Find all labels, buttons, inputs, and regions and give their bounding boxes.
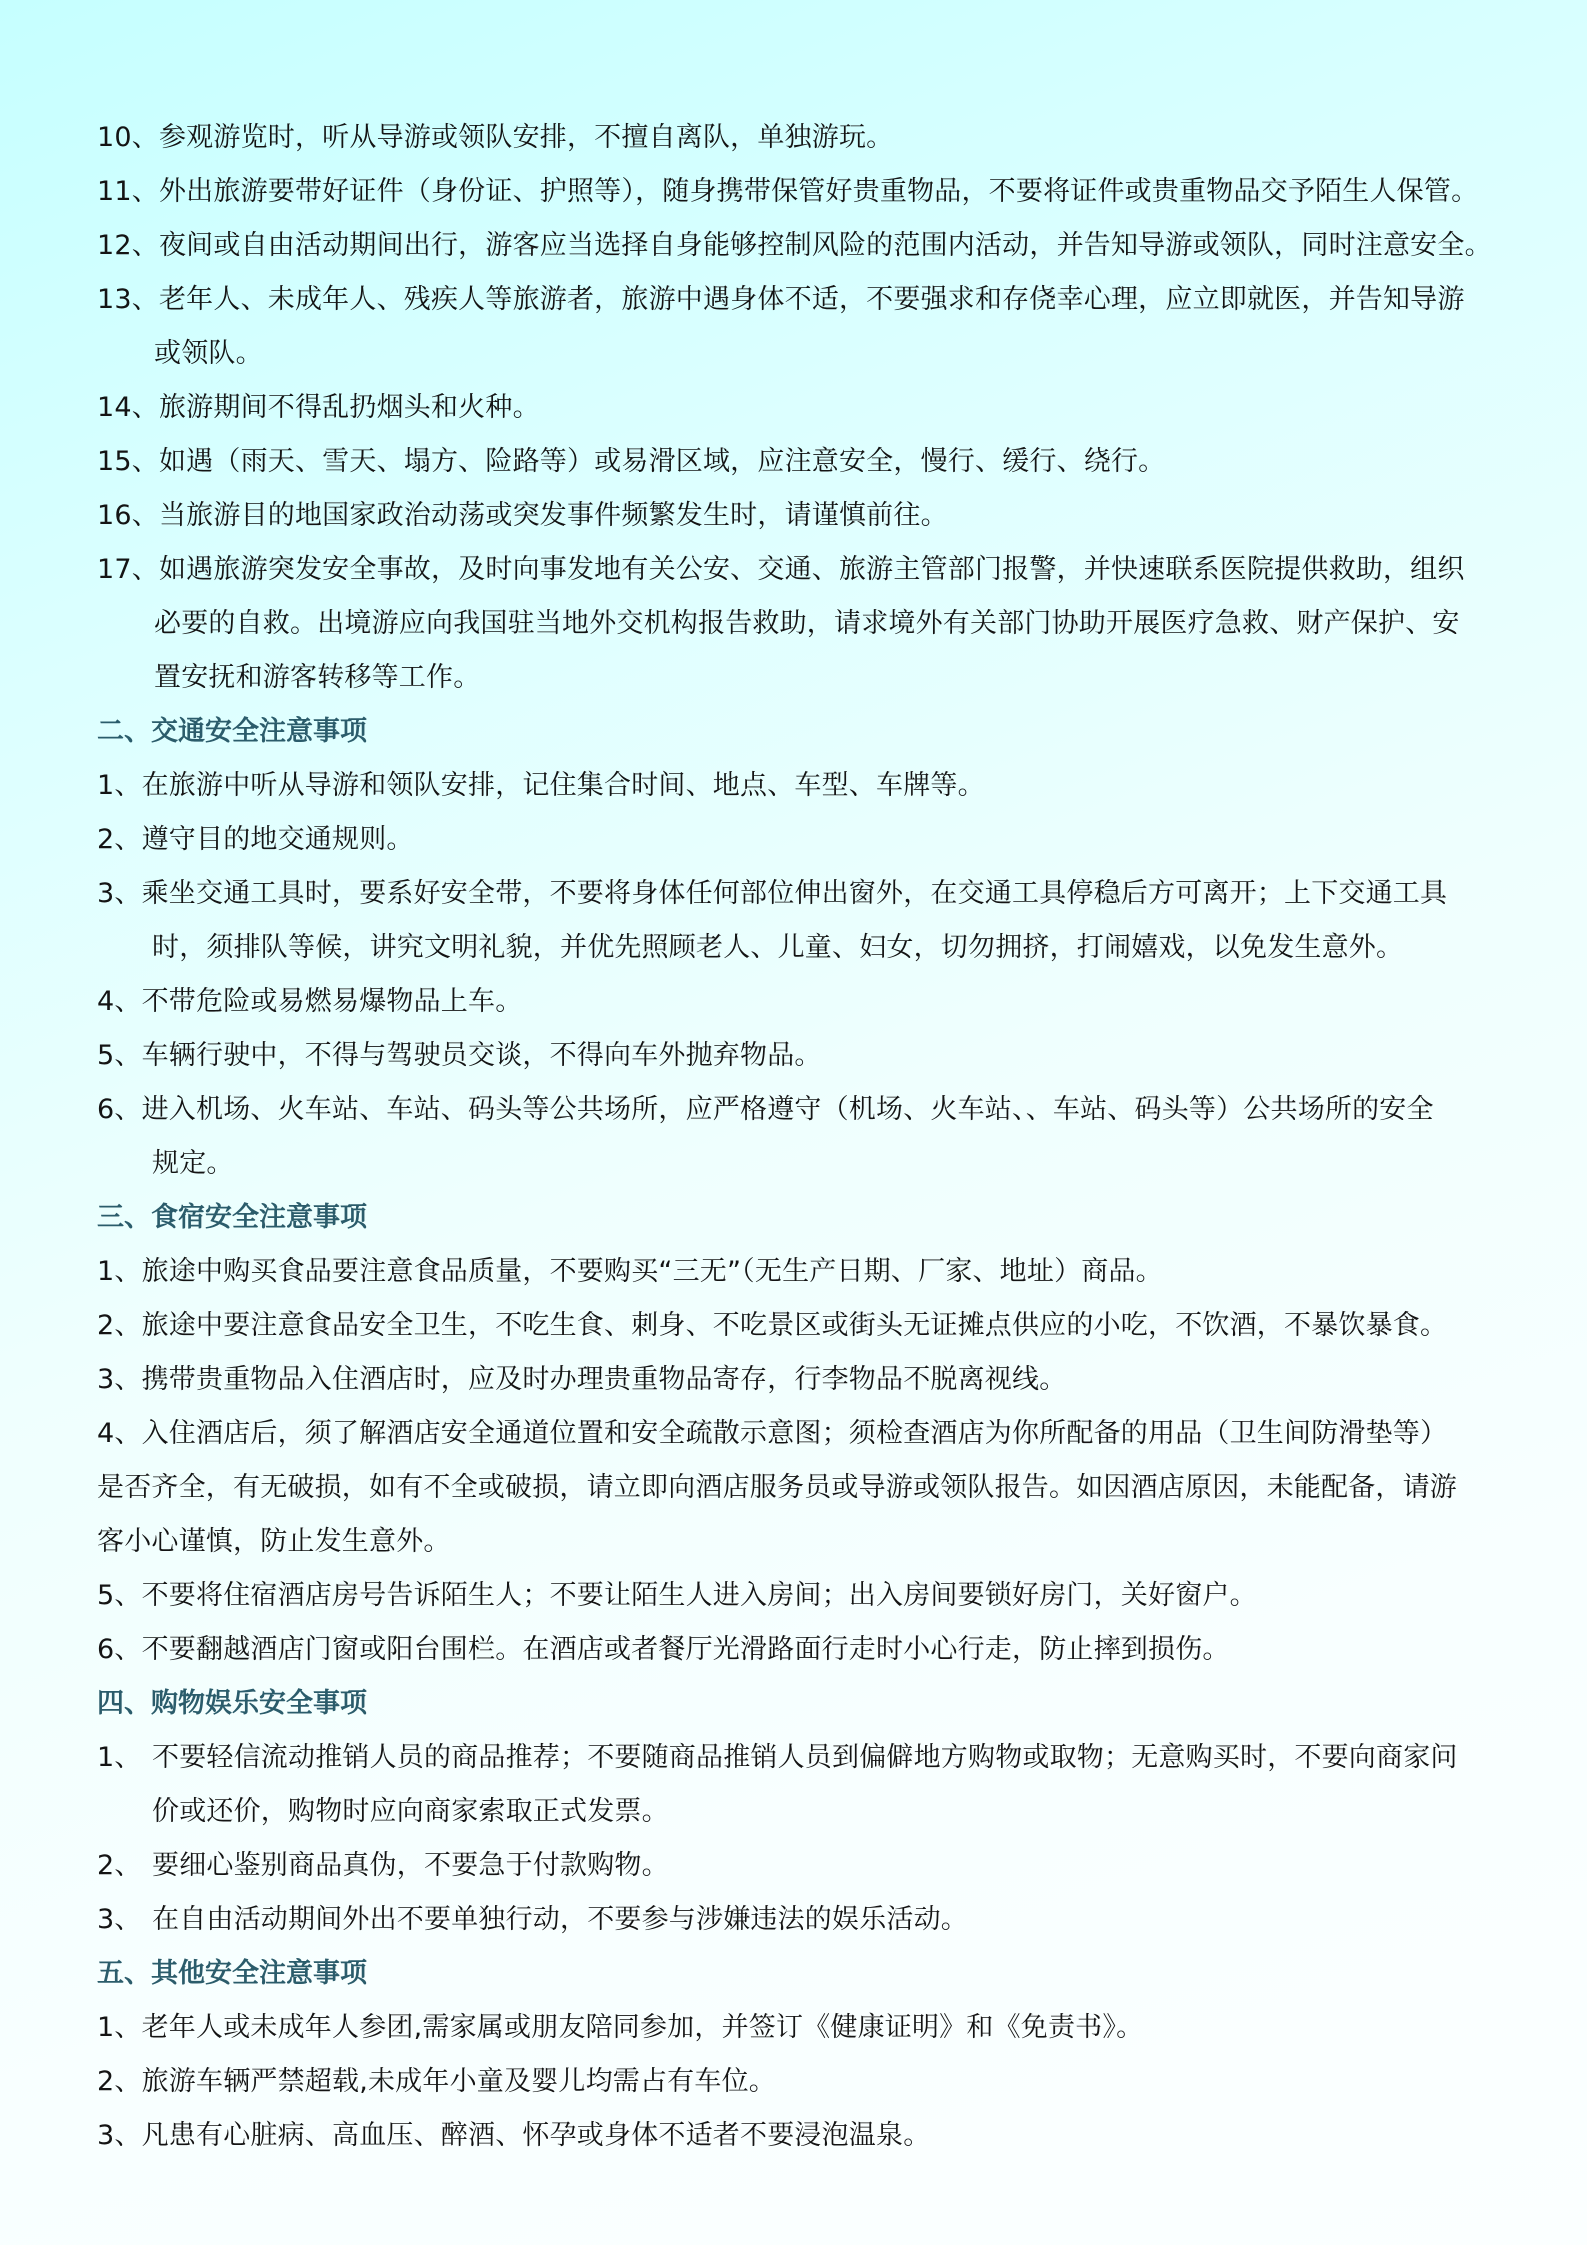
item-number: 6、: [97, 1634, 142, 1665]
item-text: 在自由活动期间外出不要单独行动，不要参与涉嫌违法的娱乐活动。: [152, 1904, 968, 1935]
item-text: 旅途中购买食品要注意食品质量，不要购买“三无”（无生产日期、厂家、地址）商品。: [141, 1256, 1163, 1287]
list-item-2: [97, 813, 1497, 867]
item-number: 3、: [97, 878, 142, 909]
item-number: 2、: [97, 1310, 142, 1341]
list-item-5: [97, 1029, 1497, 1083]
section-heading: 五、其他安全注意事项: [97, 1958, 367, 1989]
item-number: 16、: [97, 500, 159, 531]
list-item-2: [97, 1299, 1497, 1353]
item-number: 5、: [97, 1040, 142, 1071]
item-text: 乘坐交通工具时，要系好安全带，不要将身体任何部位伸出窗外，在交通工具停稳后方可离开；上下交通工具: [141, 878, 1448, 909]
item-text: 旅游期间不得乱扔烟头和火种。: [158, 392, 540, 423]
list-item-1: [97, 1731, 1497, 1785]
item-number: 2、: [97, 824, 142, 855]
list-item-12: [97, 219, 1497, 273]
item-number: 17、: [97, 554, 159, 585]
list-item-17-continuation: 必要的自救。出境游应向我国驻当地外交机构报告救助，请求境外有关部门协助开展医疗急救、财产保护、安: [154, 608, 1460, 639]
item-text: 当旅游目的地国家政治动荡或突发事件频繁发生时，请谨慎前往。: [158, 500, 948, 531]
section-heading: 二、交通安全注意事项: [97, 716, 367, 747]
item-text: 入住酒店后，须了解酒店安全通道位置和安全疏散示意图；须检查酒店为你所配备的用品（卫生间防滑垫等）: [141, 1418, 1448, 1449]
item-number: 10、: [97, 122, 159, 153]
list-item-1: [97, 1245, 1497, 1299]
item-text: 旅途中要注意食品安全卫生，不吃生食、刺身、不吃景区或街头无证摊点供应的小吃，不饮酒，不暴饮暴食。: [141, 1310, 1448, 1341]
list-item-6-continuation: 规定。: [152, 1148, 234, 1179]
list-item-16: [97, 489, 1497, 543]
list-item-17-continuation: 置安抚和游客转移等工作。: [154, 662, 481, 693]
item-text: 遵守目的地交通规则。: [141, 824, 414, 855]
section-shopping-entertainment-safety: [97, 1677, 1497, 1947]
item-number: 1、: [97, 770, 142, 801]
item-text: 在旅游中听从导游和领队安排，记住集合时间、地点、车型、车牌等。: [141, 770, 985, 801]
section-food-lodging-safety: [97, 1191, 1497, 1677]
list-item-4: [97, 975, 1497, 1029]
list-item-3: [97, 867, 1497, 921]
list-item-13: [97, 273, 1497, 327]
item-text: 参观游览时，听从导游或领队安排，不擅自离队，单独游玩。: [158, 122, 894, 153]
item-text: 进入机场、火车站、车站、码头等公共场所，应严格遵守（机场、火车站、、车站、码头等）公共场所的安全: [141, 1094, 1434, 1125]
list-item-4-continuation: 客小心谨慎，防止发生意外。: [97, 1526, 451, 1557]
item-text: 外出旅游要带好证件（身份证、护照等），随身携带保管好贵重物品，不要将证件或贵重物品交予陌生人保管。: [158, 176, 1479, 207]
list-item-1-continuation: 价或还价，购物时应向商家索取正式发票。: [152, 1796, 669, 1827]
item-number: 3、: [97, 1904, 142, 1935]
list-item-13-continuation: 或领队。: [154, 338, 263, 369]
list-item-4-continuation: 是否齐全，有无破损，如有不全或破损，请立即向酒店服务员或导游或领队报告。如因酒店原因，未能配备，请游: [97, 1472, 1457, 1503]
item-text: 要细心鉴别商品真伪，不要急于付款购物。: [152, 1850, 669, 1881]
item-text: 凡患有心脏病、高血压、醉酒、怀孕或身体不适者不要浸泡温泉。: [141, 2120, 931, 2151]
item-number: 2、: [97, 1850, 142, 1881]
section-heading: 四、购物娱乐安全事项: [97, 1688, 367, 1719]
item-text: 如遇旅游突发安全事故，及时向事发地有关公安、交通、旅游主管部门报警，并快速联系医院提供救助，组织: [158, 554, 1465, 585]
item-number: 1、: [97, 1742, 142, 1773]
list-item-6: [97, 1083, 1497, 1137]
section-general-safety-continued: [97, 111, 1497, 705]
item-text: 不要将住宿酒店房号告诉陌生人；不要让陌生人进入房间；出入房间要锁好房门，关好窗户。: [141, 1580, 1257, 1611]
item-text: 如遇（雨天、雪天、塌方、险路等）或易滑区域，应注意安全，慢行、缓行、绕行。: [158, 446, 1166, 477]
list-item-15: [97, 435, 1497, 489]
item-text: 车辆行驶中，不得与驾驶员交谈，不得向车外抛弃物品。: [141, 1040, 822, 1071]
item-number: 4、: [97, 986, 142, 1017]
item-number: 11、: [97, 176, 159, 207]
list-item-2: [97, 1839, 1497, 1893]
item-number: 5、: [97, 1580, 142, 1611]
item-number: 1、: [97, 2012, 142, 2043]
list-item-1: [97, 759, 1497, 813]
section-heading: 三、食宿安全注意事项: [97, 1202, 367, 1233]
document-page: [97, 111, 1497, 2163]
item-text: 不要翻越酒店门窗或阳台围栏。在酒店或者餐厅光滑路面行走时小心行走，防止摔到损伤。: [141, 1634, 1230, 1665]
item-number: 6、: [97, 1094, 142, 1125]
section-other-safety: [97, 1947, 1497, 2163]
item-number: 3、: [97, 2120, 142, 2151]
list-item-3: [97, 2109, 1497, 2163]
item-number: 3、: [97, 1364, 142, 1395]
list-item-3: [97, 1893, 1497, 1947]
list-item-11: [97, 165, 1497, 219]
item-text: 旅游车辆严禁超载,未成年小童及婴儿均需占有车位。: [141, 2066, 776, 2097]
section-traffic-safety: [97, 705, 1497, 1191]
item-number: 2、: [97, 2066, 142, 2097]
list-item-1: [97, 2001, 1497, 2055]
list-item-6: [97, 1623, 1497, 1677]
item-number: 12、: [97, 230, 159, 261]
list-item-3: [97, 1353, 1497, 1407]
list-item-5: [97, 1569, 1497, 1623]
item-text: 不要轻信流动推销人员的商品推荐；不要随商品推销人员到偏僻地方购物或取物；无意购买时，不要向商家问: [152, 1742, 1458, 1773]
list-item-17: [97, 543, 1497, 597]
item-number: 4、: [97, 1418, 142, 1449]
item-number: 13、: [97, 284, 159, 315]
list-item-4: [97, 1407, 1497, 1461]
item-number: 14、: [97, 392, 159, 423]
item-text: 携带贵重物品入住酒店时，应及时办理贵重物品寄存，行李物品不脱离视线。: [141, 1364, 1067, 1395]
item-text: 老年人或未成年人参团,需家属或朋友陪同参加，并签订《健康证明》和《免责书》。: [141, 2012, 1144, 2043]
list-item-3-continuation: 时，须排队等候，讲究文明礼貌，并优先照顾老人、儿童、妇女，切勿拥挤，打闹嬉戏，以免发生意外。: [152, 932, 1404, 963]
item-number: 1、: [97, 1256, 142, 1287]
item-text: 老年人、未成年人、残疾人等旅游者，旅游中遇身体不适，不要强求和存侥幸心理，应立即就医，并告知导游: [158, 284, 1465, 315]
item-text: 夜间或自由活动期间出行，游客应当选择自身能够控制风险的范围内活动，并告知导游或领队，同时注意安全。: [158, 230, 1492, 261]
list-item-10: [97, 111, 1497, 165]
item-text: 不带危险或易燃易爆物品上车。: [141, 986, 523, 1017]
list-item-14: [97, 381, 1497, 435]
list-item-2: [97, 2055, 1497, 2109]
item-number: 15、: [97, 446, 159, 477]
